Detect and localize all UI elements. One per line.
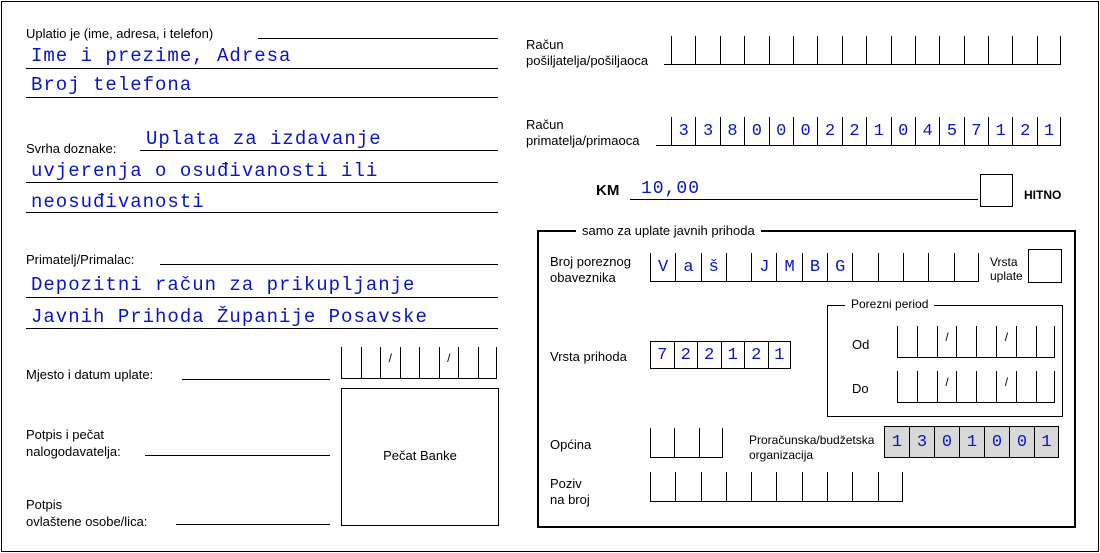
place-date-label: Mjesto i datum uplate: bbox=[26, 367, 154, 382]
purpose-line-3 bbox=[26, 212, 498, 213]
reference-cell[interactable] bbox=[852, 472, 877, 502]
payment-type-label-2: uplate bbox=[990, 269, 1023, 283]
taxpayer-char-cell[interactable]: š bbox=[701, 253, 726, 282]
account-cell[interactable] bbox=[695, 36, 719, 65]
account-digit-cell[interactable]: 5 bbox=[939, 117, 963, 146]
payment-type-box[interactable] bbox=[1028, 249, 1062, 283]
payer-label-line bbox=[258, 38, 498, 39]
period-from-boxes[interactable] bbox=[897, 326, 1055, 358]
taxpayer-char-cell[interactable]: J bbox=[751, 253, 776, 282]
recipient-label: Primatelj/Primalac: bbox=[26, 252, 135, 267]
period-cell[interactable] bbox=[1036, 371, 1056, 403]
revenue-type-cell[interactable]: 1 bbox=[768, 341, 792, 369]
taxpayer-char-cell[interactable] bbox=[928, 253, 953, 282]
purpose-field-3[interactable]: neosuđivanosti bbox=[31, 191, 205, 213]
revenue-type-cell[interactable]: 7 bbox=[650, 341, 674, 369]
taxpayer-char-cell[interactable]: a bbox=[675, 253, 700, 282]
reference-cell[interactable] bbox=[802, 472, 827, 502]
budget-org-cell[interactable]: 3 bbox=[909, 426, 934, 458]
period-cell[interactable] bbox=[897, 326, 917, 358]
period-from-label: Od bbox=[852, 337, 870, 352]
taxpayer-label-2: obaveznika bbox=[550, 270, 616, 285]
recipient-line-2 bbox=[26, 328, 498, 329]
sender-account-boxes[interactable] bbox=[671, 36, 1061, 65]
account-cell[interactable] bbox=[744, 36, 768, 65]
taxpayer-char-cell[interactable]: V bbox=[650, 253, 675, 282]
account-cell[interactable] bbox=[1012, 36, 1036, 65]
bank-stamp-label: Pečat Banke bbox=[383, 448, 457, 463]
payer-line-2 bbox=[26, 97, 498, 98]
date-cell[interactable] bbox=[478, 347, 498, 379]
account-cell[interactable] bbox=[842, 36, 866, 65]
period-cell[interactable] bbox=[1016, 371, 1036, 403]
amount-line bbox=[630, 199, 978, 200]
taxpayer-char-cell[interactable]: M bbox=[776, 253, 801, 282]
account-cell[interactable] bbox=[671, 36, 695, 65]
revenue-type-boxes[interactable] bbox=[650, 341, 791, 369]
account-cell[interactable] bbox=[964, 36, 988, 65]
period-cell[interactable] bbox=[956, 371, 976, 403]
account-digit-cell[interactable]: 2 bbox=[842, 117, 866, 146]
account-cell[interactable] bbox=[793, 36, 817, 65]
period-cell[interactable] bbox=[917, 326, 937, 358]
account-digit-cell[interactable]: 0 bbox=[744, 117, 768, 146]
date-cell[interactable] bbox=[361, 347, 381, 379]
municipality-label: Općina bbox=[550, 437, 592, 452]
taxpayer-char-cell[interactable] bbox=[878, 253, 903, 282]
currency-label: KM bbox=[596, 182, 620, 199]
official-signature-label-2: ovlaštene osobe/lica: bbox=[26, 514, 148, 529]
recipient-account-label-2: primatelja/primaoca bbox=[526, 133, 640, 148]
payer-line-1 bbox=[26, 68, 498, 69]
official-signature-line[interactable] bbox=[176, 524, 330, 525]
urgent-checkbox[interactable] bbox=[980, 174, 1013, 207]
payer-signature-line[interactable] bbox=[145, 455, 330, 456]
payer-label: Uplatio je (ime, adresa, i telefon) bbox=[26, 26, 214, 41]
period-cell[interactable] bbox=[1036, 326, 1056, 358]
purpose-line-1 bbox=[140, 150, 498, 151]
account-digit-cell[interactable]: 2 bbox=[817, 117, 841, 146]
revenue-type-cell[interactable]: 2 bbox=[674, 341, 698, 369]
account-digit-cell[interactable]: 1 bbox=[866, 117, 890, 146]
taxpayer-char-cell[interactable]: G bbox=[827, 253, 852, 282]
purpose-label: Svrha doznake: bbox=[26, 141, 117, 156]
account-digit-cell[interactable]: 7 bbox=[964, 117, 988, 146]
reference-cell[interactable] bbox=[776, 472, 801, 502]
taxpayer-char-cell[interactable]: B bbox=[802, 253, 827, 282]
revenue-type-cell[interactable]: 2 bbox=[697, 341, 721, 369]
period-cell[interactable] bbox=[976, 371, 996, 403]
budget-org-cell[interactable]: 1 bbox=[1034, 426, 1059, 458]
budget-org-boxes[interactable] bbox=[884, 426, 1059, 458]
date-cell[interactable] bbox=[458, 347, 478, 379]
municipality-boxes[interactable] bbox=[650, 428, 723, 458]
taxpayer-label-1: Broj poreznog bbox=[550, 254, 631, 269]
account-cell[interactable] bbox=[988, 36, 1012, 65]
account-cell[interactable] bbox=[915, 36, 939, 65]
taxpayer-number-boxes[interactable] bbox=[650, 253, 979, 282]
taxpayer-char-cell[interactable] bbox=[903, 253, 928, 282]
urgent-label: HITNO bbox=[1024, 188, 1062, 202]
period-to-boxes[interactable] bbox=[897, 371, 1055, 403]
purpose-line-2 bbox=[26, 182, 498, 183]
reference-cell[interactable] bbox=[726, 472, 751, 502]
place-date-line bbox=[182, 379, 330, 380]
date-cell[interactable] bbox=[400, 347, 420, 379]
sender-account-label-1: Račun bbox=[526, 37, 564, 52]
reference-label-2: na broj bbox=[550, 492, 590, 507]
budget-org-cell[interactable]: 1 bbox=[959, 426, 984, 458]
reference-cell[interactable] bbox=[650, 472, 675, 502]
purpose-field-1[interactable]: Uplata za izdavanje bbox=[146, 128, 382, 150]
reference-cell[interactable] bbox=[751, 472, 776, 502]
account-digit-cell[interactable]: 0 bbox=[793, 117, 817, 146]
period-separator: / bbox=[996, 371, 1016, 403]
account-digit-cell[interactable]: 0 bbox=[769, 117, 793, 146]
reference-cell[interactable] bbox=[878, 472, 903, 502]
reference-cell[interactable] bbox=[701, 472, 726, 502]
revenue-type-cell[interactable]: 1 bbox=[721, 341, 745, 369]
account-digit-cell[interactable]: 4 bbox=[915, 117, 939, 146]
amount-field[interactable]: 10,00 bbox=[641, 179, 701, 199]
payer-signature-label-2: nalogodavatelja: bbox=[26, 444, 121, 459]
account-digit-cell[interactable]: 1 bbox=[988, 117, 1012, 146]
date-cell[interactable] bbox=[341, 347, 361, 379]
account-cell[interactable] bbox=[817, 36, 841, 65]
revenue-type-cell[interactable]: 2 bbox=[744, 341, 768, 369]
sender-account-label-2: pošiljatelja/pošiljaoca bbox=[526, 53, 649, 68]
reference-label-1: Poziv bbox=[550, 476, 582, 491]
period-cell[interactable] bbox=[976, 326, 996, 358]
municipality-cell[interactable] bbox=[650, 428, 674, 458]
reference-boxes[interactable] bbox=[650, 472, 903, 502]
account-digit-cell[interactable]: 3 bbox=[671, 117, 695, 146]
municipality-cell[interactable] bbox=[699, 428, 723, 458]
period-separator: / bbox=[937, 371, 957, 403]
account-cell[interactable] bbox=[769, 36, 793, 65]
purpose-field-2[interactable]: uvjerenja o osuđivanosti ili bbox=[31, 160, 379, 182]
payment-type-label-1: Vrsta bbox=[990, 255, 1018, 269]
reference-cell[interactable] bbox=[675, 472, 700, 502]
account-cell[interactable] bbox=[720, 36, 744, 65]
budget-org-cell[interactable]: 0 bbox=[1009, 426, 1034, 458]
period-cell[interactable] bbox=[917, 371, 937, 403]
taxpayer-char-cell[interactable] bbox=[726, 253, 751, 282]
payer-phone-field[interactable]: Broj telefona bbox=[31, 74, 193, 96]
budget-org-cell[interactable]: 1 bbox=[884, 426, 909, 458]
reference-cell[interactable] bbox=[827, 472, 852, 502]
account-digit-cell[interactable]: 1 bbox=[1037, 117, 1061, 146]
recipient-label-line bbox=[160, 264, 498, 265]
period-separator: / bbox=[996, 326, 1016, 358]
payer-name-field[interactable]: Ime i prezime, Adresa bbox=[31, 45, 292, 67]
date-separator: / bbox=[439, 347, 459, 379]
municipality-cell[interactable] bbox=[674, 428, 698, 458]
budget-org-label-1: Proračunska/budžetska bbox=[749, 433, 875, 447]
recipient-account-lead bbox=[656, 145, 671, 146]
period-cell[interactable] bbox=[897, 371, 917, 403]
budget-org-label-2: organizacija bbox=[749, 448, 814, 462]
account-digit-cell[interactable]: 2 bbox=[1012, 117, 1036, 146]
recipient-account-label-1: Račun bbox=[526, 117, 564, 132]
period-separator: / bbox=[937, 326, 957, 358]
account-cell[interactable] bbox=[1037, 36, 1061, 65]
date-separator: / bbox=[380, 347, 400, 379]
date-boxes[interactable] bbox=[341, 347, 497, 379]
date-cell[interactable] bbox=[419, 347, 439, 379]
period-cell[interactable] bbox=[1016, 326, 1036, 358]
public-revenue-legend: samo za uplate javnih prihoda bbox=[576, 223, 761, 238]
budget-org-cell[interactable]: 0 bbox=[984, 426, 1009, 458]
account-cell[interactable] bbox=[891, 36, 915, 65]
recipient-field-1[interactable]: Depozitni račun za prikupljanje bbox=[31, 274, 416, 296]
taxpayer-char-cell[interactable] bbox=[852, 253, 877, 282]
taxpayer-char-cell[interactable] bbox=[954, 253, 979, 282]
period-to-label: Do bbox=[852, 381, 869, 396]
payer-signature-label-1: Potpis i pečat bbox=[26, 427, 105, 442]
official-signature-label-1: Potpis bbox=[26, 497, 63, 512]
revenue-type-label: Vrsta prihoda bbox=[550, 349, 627, 364]
recipient-line-1 bbox=[26, 297, 498, 298]
recipient-field-2[interactable]: Javnih Prihoda Županije Posavske bbox=[31, 306, 428, 328]
account-cell[interactable] bbox=[866, 36, 890, 65]
account-digit-cell[interactable]: 3 bbox=[695, 117, 719, 146]
account-digit-cell[interactable]: 0 bbox=[891, 117, 915, 146]
period-cell[interactable] bbox=[956, 326, 976, 358]
account-cell[interactable] bbox=[939, 36, 963, 65]
account-digit-cell[interactable]: 8 bbox=[720, 117, 744, 146]
recipient-account-boxes[interactable] bbox=[671, 117, 1061, 146]
budget-org-cell[interactable]: 0 bbox=[934, 426, 959, 458]
tax-period-legend: Porezni period bbox=[845, 297, 934, 312]
